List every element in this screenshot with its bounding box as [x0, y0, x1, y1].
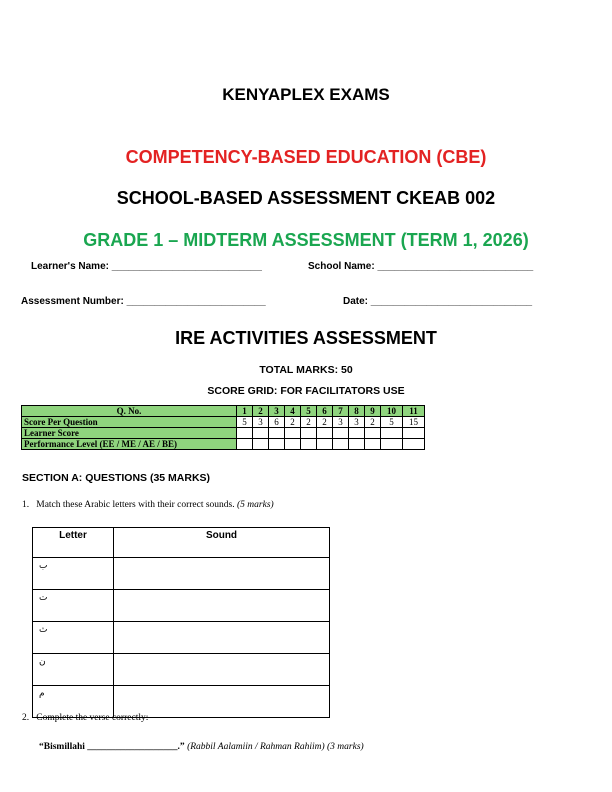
- assessment-code-title: SCHOOL-BASED ASSESSMENT CKEAB 002: [116, 188, 496, 208]
- score-cell: 6: [269, 417, 285, 428]
- question-2-verse: [39, 742, 364, 752]
- section-a-title: SECTION A: QUESTIONS (35 MARKS): [22, 472, 211, 484]
- performance-level-cell[interactable]: [301, 439, 317, 450]
- qno-cell: 10: [381, 406, 403, 417]
- score-per-question-row: [22, 417, 425, 428]
- performance-level-label: Performance Level (EE / ME / AE / BE): [22, 439, 237, 450]
- qno-cell: 3: [269, 406, 285, 417]
- score-grid-title: SCORE GRID: FOR FACILITATORS USE: [207, 385, 405, 397]
- brand-title: KENYAPLEX EXAMS: [222, 85, 390, 104]
- letter-row: [33, 622, 330, 654]
- question-2-number: 2.: [22, 713, 30, 723]
- score-cell: 15: [403, 417, 425, 428]
- learner-score-cell[interactable]: [237, 428, 253, 439]
- question-1: [22, 500, 274, 510]
- learner-score-label: Learner Score: [22, 428, 237, 439]
- performance-level-cell[interactable]: [269, 439, 285, 450]
- qno-cell: 4: [285, 406, 301, 417]
- learner-score-cell[interactable]: [403, 428, 425, 439]
- performance-level-cell[interactable]: [237, 439, 253, 450]
- performance-level-cell[interactable]: [381, 439, 403, 450]
- sound-answer-cell[interactable]: [114, 622, 330, 654]
- school-name-label: School Name:: [308, 261, 375, 272]
- sound-answer-cell[interactable]: [114, 558, 330, 590]
- arabic-letter: ث: [33, 622, 114, 654]
- program-title: COMPETENCY-BASED EDUCATION (CBE): [125, 147, 487, 167]
- performance-level-cell[interactable]: [317, 439, 333, 450]
- grade-term-title: GRADE 1 – MIDTERM ASSESSMENT (TERM 1, 2026): [83, 230, 529, 250]
- question-1-text: Match these Arabic letters with their correct sounds.: [36, 500, 235, 510]
- qno-cell: 9: [365, 406, 381, 417]
- arabic-letter: م: [33, 686, 114, 718]
- date-blank[interactable]: _____________________________: [370, 296, 533, 307]
- question-2-text: Complete the verse correctly:: [36, 713, 149, 723]
- learner-score-cell[interactable]: [349, 428, 365, 439]
- arabic-letter: ن: [33, 654, 114, 686]
- score-cell: 3: [253, 417, 269, 428]
- question-1-marks: (5 marks): [237, 500, 274, 510]
- assessment-number-field: [21, 296, 266, 307]
- learner-score-cell[interactable]: [285, 428, 301, 439]
- performance-level-cell[interactable]: [333, 439, 349, 450]
- date-field: [343, 296, 532, 307]
- letter-column-header: Letter: [33, 528, 114, 558]
- sound-answer-cell[interactable]: [114, 590, 330, 622]
- learner-score-cell[interactable]: [333, 428, 349, 439]
- learner-score-cell[interactable]: [301, 428, 317, 439]
- arabic-letter: ت: [33, 590, 114, 622]
- score-cell: 5: [381, 417, 403, 428]
- subject-title: IRE ACTIVITIES ASSESSMENT: [175, 328, 437, 348]
- score-cell: 2: [301, 417, 317, 428]
- letter-row: [33, 558, 330, 590]
- school-name-blank[interactable]: ____________________________: [377, 261, 534, 272]
- sound-answer-cell[interactable]: [114, 654, 330, 686]
- performance-level-cell[interactable]: [365, 439, 381, 450]
- qno-cell: 11: [403, 406, 425, 417]
- score-cell: 3: [349, 417, 365, 428]
- performance-level-cell[interactable]: [349, 439, 365, 450]
- score-cell: 2: [317, 417, 333, 428]
- learner-name-field: [31, 261, 262, 272]
- score-grid-header-row: [22, 406, 425, 417]
- assessment-number-label: Assessment Number:: [21, 296, 124, 307]
- learner-score-cell[interactable]: [269, 428, 285, 439]
- score-per-question-label: Score Per Question: [22, 417, 237, 428]
- sound-column-header: Sound: [114, 528, 330, 558]
- performance-level-cell[interactable]: [285, 439, 301, 450]
- assessment-number-blank[interactable]: _________________________: [126, 296, 266, 307]
- school-name-field: [308, 261, 533, 272]
- qno-cell: 7: [333, 406, 349, 417]
- letter-sound-table: [32, 527, 330, 718]
- arabic-letter: ب: [33, 558, 114, 590]
- learner-score-cell[interactable]: [253, 428, 269, 439]
- learner-name-label: Learner's Name:: [31, 261, 109, 272]
- qno-header: Q. No.: [22, 406, 237, 417]
- qno-cell: 8: [349, 406, 365, 417]
- score-cell: 2: [365, 417, 381, 428]
- score-grid-table: [21, 405, 425, 450]
- learner-score-row: [22, 428, 425, 439]
- letter-row: [33, 654, 330, 686]
- date-label: Date:: [343, 296, 369, 307]
- learner-score-cell[interactable]: [365, 428, 381, 439]
- learner-name-blank[interactable]: ___________________________: [111, 261, 262, 272]
- qno-cell: 5: [301, 406, 317, 417]
- total-marks: TOTAL MARKS: 50: [259, 364, 353, 376]
- letter-row: [33, 590, 330, 622]
- score-cell: 2: [285, 417, 301, 428]
- score-cell: 3: [333, 417, 349, 428]
- qno-cell: 1: [237, 406, 253, 417]
- performance-level-row: [22, 439, 425, 450]
- question-2: [22, 713, 148, 723]
- letter-sound-header-row: [33, 528, 330, 558]
- qno-cell: 2: [253, 406, 269, 417]
- performance-level-cell[interactable]: [403, 439, 425, 450]
- verse-blank[interactable]: “Bismillahi ___________________.”: [39, 742, 185, 752]
- score-cell: 5: [237, 417, 253, 428]
- question-1-number: 1.: [22, 500, 30, 510]
- learner-score-cell[interactable]: [317, 428, 333, 439]
- qno-cell: 6: [317, 406, 333, 417]
- learner-score-cell[interactable]: [381, 428, 403, 439]
- verse-hint: (Rabbil Aalamiin / Rahman Rahiim) (3 marks): [187, 742, 364, 752]
- performance-level-cell[interactable]: [253, 439, 269, 450]
